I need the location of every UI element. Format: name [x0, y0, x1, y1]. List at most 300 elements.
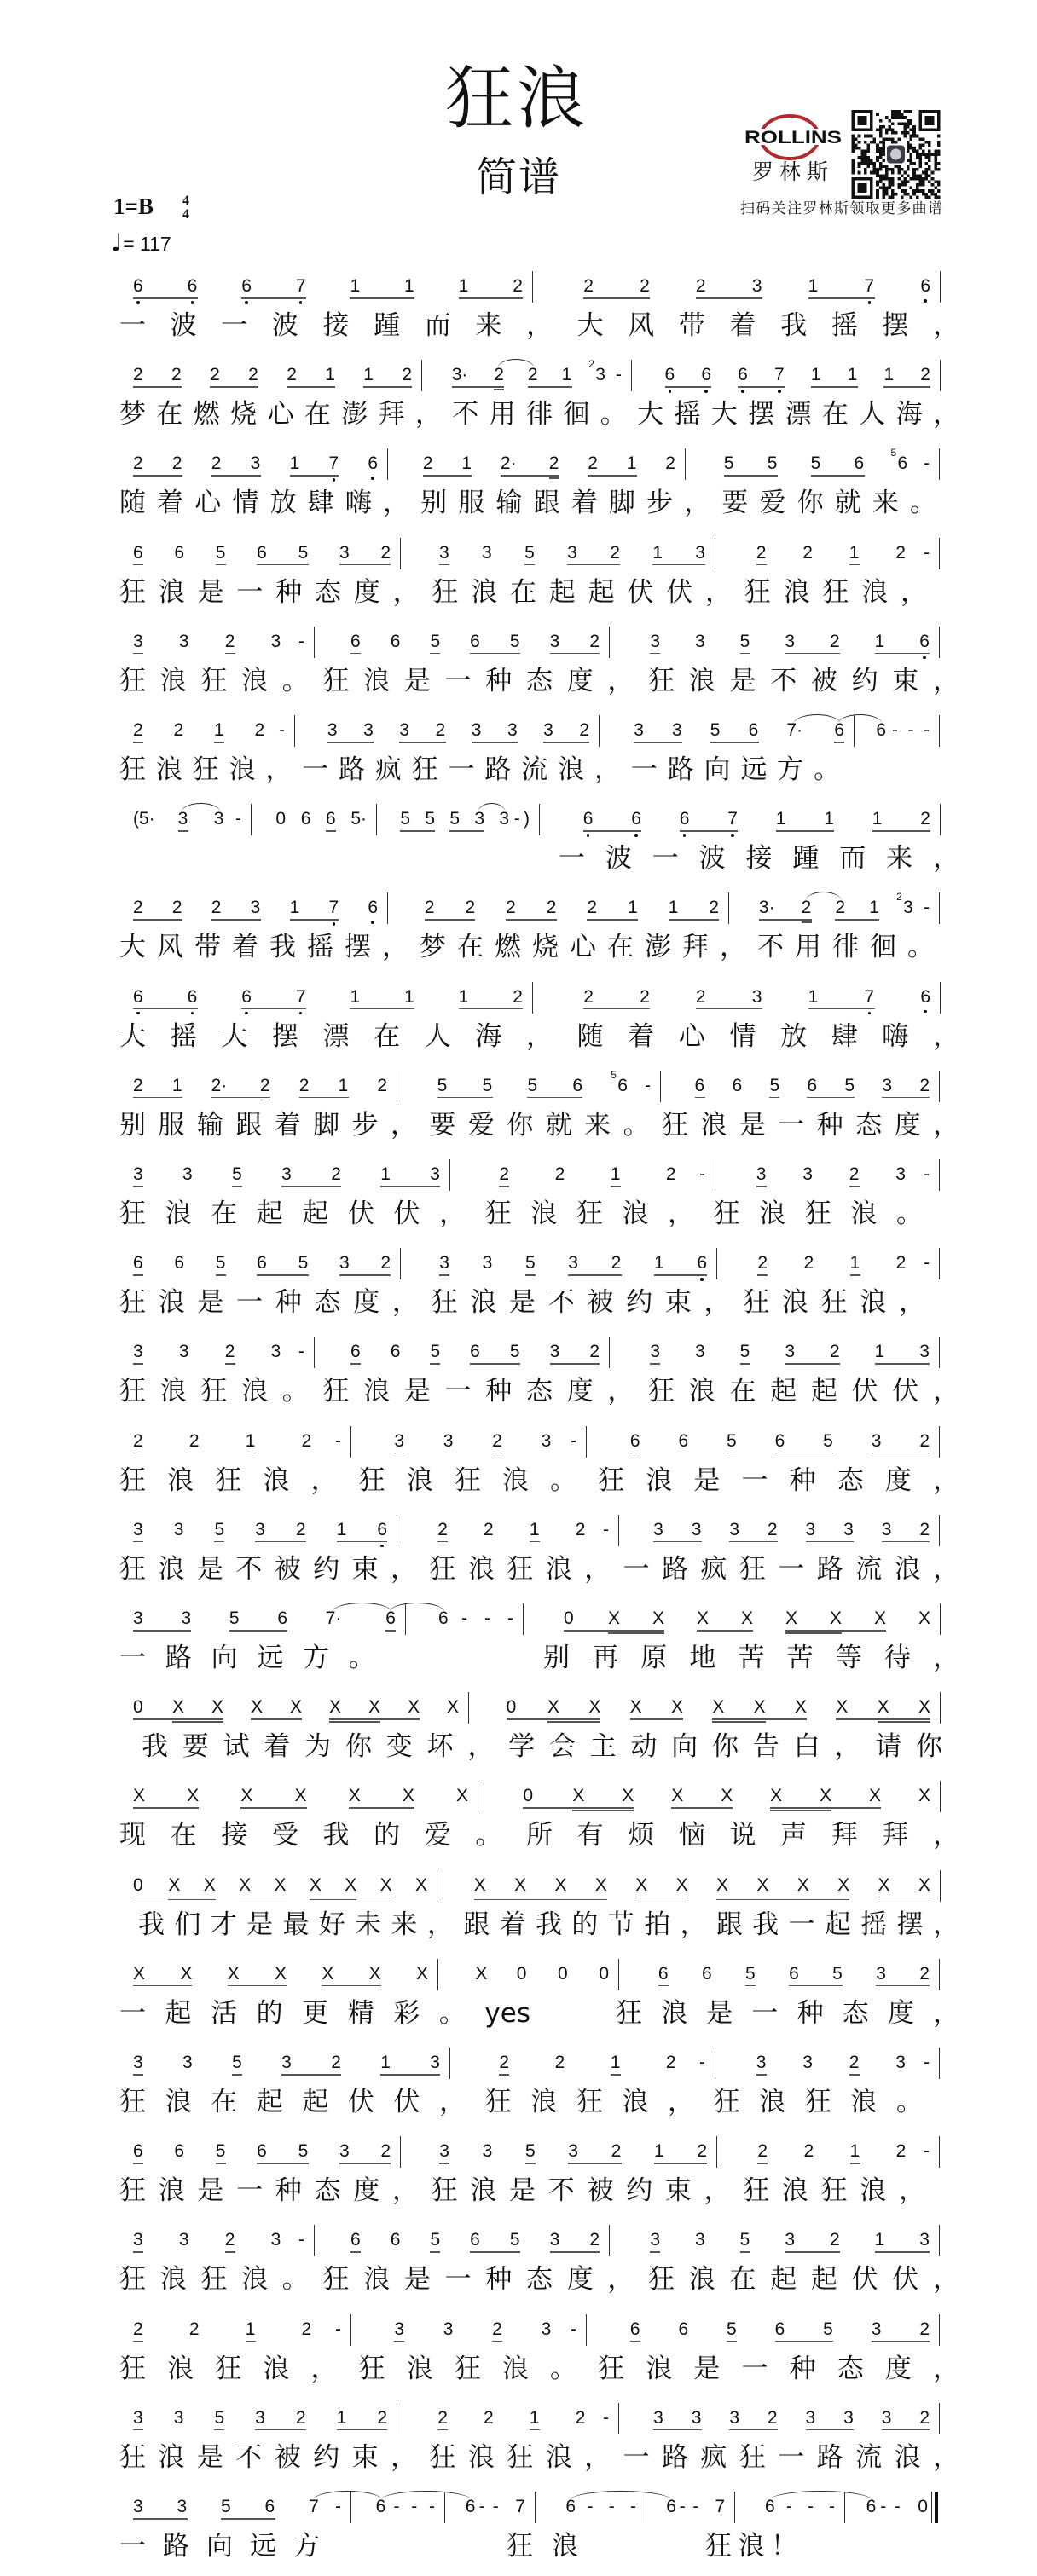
note-glyph: X	[294, 1786, 307, 1806]
low-octave-dot	[683, 834, 687, 837]
note	[439, 543, 482, 572]
note	[588, 2497, 609, 2526]
low-octave-dot	[778, 390, 781, 393]
notes-row	[130, 268, 941, 305]
underline	[178, 830, 188, 832]
underline	[216, 1274, 226, 1276]
underline	[133, 564, 143, 566]
underline	[696, 297, 762, 299]
low-octave-dot	[333, 478, 336, 482]
note-glyph: 6	[377, 1520, 387, 1540]
underline	[430, 2251, 440, 2253]
note-glyph: 2	[697, 2141, 707, 2162]
measure	[377, 800, 540, 838]
note-glyph: 2	[492, 1430, 502, 1451]
dash-extension: -	[461, 1609, 467, 1628]
note	[695, 1076, 733, 1105]
note	[514, 809, 530, 838]
note-glyph: 6	[807, 1075, 818, 1095]
note-glyph: 1	[849, 2141, 860, 2162]
score-system	[0, 1245, 1034, 1330]
note-glyph: 2	[248, 365, 258, 385]
underline	[299, 1097, 349, 1099]
underline	[608, 1632, 664, 1634]
note-glyph: 6	[658, 1963, 669, 1984]
note-glyph: 3	[785, 631, 795, 651]
note	[883, 365, 920, 394]
note	[394, 1431, 443, 1460]
underline	[350, 1008, 414, 1010]
note-glyph: X	[274, 1874, 287, 1895]
underline	[349, 1807, 414, 1809]
note-glyph: 2	[919, 1519, 930, 1539]
note-glyph: 3	[568, 2141, 578, 2162]
note	[172, 1076, 211, 1105]
note-glyph: 2	[583, 276, 594, 296]
note	[133, 365, 171, 394]
measure	[388, 889, 729, 927]
underline	[133, 1541, 143, 1543]
notes-row	[130, 1156, 940, 1193]
note	[823, 1431, 872, 1460]
lyrics-line: 一波一波接踵而来，	[559, 843, 959, 875]
lyrics-line: 随着心情放肆嗨，别服输跟着脚步，要爱你就来。	[119, 488, 936, 519]
note-glyph: 3	[394, 1430, 405, 1451]
note-glyph: X	[402, 1786, 414, 1806]
note	[133, 1076, 172, 1105]
measure	[450, 1156, 715, 1193]
note-glyph: 0	[133, 1874, 143, 1895]
underline	[738, 386, 785, 388]
note	[588, 453, 627, 482]
note-glyph: 2	[494, 365, 504, 385]
note	[133, 1253, 174, 1282]
note-glyph: 3	[650, 631, 661, 651]
underline	[439, 1274, 449, 1276]
note-glyph: 2	[695, 986, 706, 1007]
notes-row	[130, 623, 940, 661]
note-glyph: 2	[422, 453, 433, 474]
note	[635, 1875, 675, 1904]
note-glyph: 3	[871, 2319, 882, 2339]
note-glyph: 3	[133, 2407, 143, 2428]
note-glyph: 2	[465, 898, 476, 918]
underline	[872, 1453, 930, 1454]
note	[335, 2319, 341, 2348]
note	[380, 1164, 430, 1193]
note-glyph: 2	[767, 2407, 778, 2428]
underline	[588, 475, 637, 477]
underline	[564, 1630, 664, 1632]
note-glyph: X	[227, 1963, 240, 1984]
underline	[872, 830, 930, 832]
note	[924, 2053, 930, 2082]
underline	[494, 389, 504, 390]
dash-extension: - )	[513, 809, 530, 829]
note-glyph: X	[554, 1874, 567, 1895]
note	[665, 365, 702, 394]
note	[786, 720, 834, 749]
note-glyph: 3	[471, 720, 482, 740]
underline	[459, 1008, 523, 1010]
note-glyph: 5	[739, 631, 750, 651]
note-glyph: 7	[309, 2497, 319, 2516]
underline	[850, 1274, 860, 1276]
notes-row	[130, 1067, 940, 1105]
underline	[716, 1897, 849, 1898]
measure	[130, 2133, 401, 2170]
note-glyph: 1	[847, 365, 858, 385]
measure	[130, 2044, 450, 2082]
underline	[380, 1186, 440, 1187]
note	[325, 365, 363, 394]
note-glyph: 1	[338, 1075, 349, 1095]
note	[918, 1786, 930, 1815]
note-glyph: 6	[834, 720, 845, 740]
note	[589, 1342, 600, 1371]
note	[180, 1964, 227, 1993]
note-glyph: 3	[327, 720, 338, 740]
note	[721, 1786, 770, 1815]
low-octave-dot	[924, 299, 927, 303]
note	[654, 1253, 697, 1282]
note	[214, 720, 255, 749]
note-glyph: 3	[281, 1164, 292, 1184]
underline	[776, 830, 834, 832]
note-glyph: 5	[215, 1253, 226, 1274]
note-glyph: 2	[301, 1430, 312, 1451]
note-glyph: 2	[133, 453, 143, 474]
note-glyph: 2	[133, 365, 143, 385]
note-glyph: 2	[587, 898, 598, 918]
underline	[339, 564, 391, 566]
note-glyph: 3	[133, 631, 143, 651]
note-glyph: 6 5	[611, 1068, 628, 1095]
note	[368, 453, 378, 482]
note-glyph: 6	[631, 809, 641, 829]
note	[301, 2319, 335, 2348]
note-glyph: 5	[509, 2230, 520, 2250]
note	[627, 453, 666, 482]
note-glyph: 2	[188, 2319, 200, 2339]
note-glyph: 1	[363, 365, 374, 385]
note	[759, 898, 802, 927]
underline	[757, 1274, 768, 1276]
note-glyph: 7	[296, 276, 306, 297]
underline	[785, 1630, 886, 1632]
note	[133, 1520, 174, 1549]
note	[182, 2053, 232, 2082]
note-glyph: 3	[443, 2319, 454, 2339]
underline	[727, 1453, 737, 1454]
note	[350, 276, 404, 305]
note-glyph: 3	[802, 1164, 813, 1184]
note	[696, 987, 752, 1016]
score-system	[0, 1423, 1034, 1508]
measure	[469, 1689, 941, 1726]
note	[882, 2408, 920, 2437]
note	[133, 987, 188, 1016]
underline	[528, 386, 572, 388]
note	[380, 2141, 391, 2170]
underline	[241, 297, 306, 299]
note-glyph: X	[408, 1697, 420, 1718]
note	[328, 453, 368, 482]
lyrics-line: 狂浪狂浪。狂浪是一种态度，狂浪在起起伏伏，	[119, 1376, 959, 1407]
note-glyph: 6	[666, 2497, 676, 2516]
note	[492, 1431, 541, 1460]
note-glyph: 1	[561, 365, 572, 385]
note-glyph: 1	[874, 631, 885, 651]
note-glyph: X	[785, 1609, 798, 1628]
underline	[133, 2074, 143, 2076]
note-glyph: X	[918, 1609, 931, 1628]
note	[640, 276, 696, 305]
note	[919, 1342, 930, 1371]
note	[133, 2230, 179, 2259]
note-glyph: 3	[634, 720, 644, 740]
underline	[785, 1363, 840, 1365]
note	[225, 632, 271, 661]
note-glyph: 3	[270, 631, 281, 651]
note	[436, 720, 472, 749]
lyrics-line: 狂浪狂浪。狂浪是一种态度，狂浪是不被约束，	[119, 665, 959, 696]
note-glyph: 6	[326, 809, 336, 829]
note-glyph: 6	[368, 898, 378, 918]
underline	[133, 1985, 192, 1987]
measure	[295, 712, 600, 749]
note-glyph: 2	[920, 365, 930, 385]
note-glyph: 3	[133, 1519, 143, 1539]
note	[803, 2141, 849, 2170]
note-glyph: 3	[567, 542, 577, 563]
underline	[729, 2429, 778, 2431]
measure	[130, 1867, 437, 1904]
note	[547, 898, 588, 927]
note-glyph: 2	[548, 453, 559, 474]
underline	[211, 919, 261, 921]
note-glyph: 5	[482, 1075, 493, 1095]
note	[583, 276, 640, 305]
measure	[388, 445, 686, 482]
note-glyph: 2	[224, 631, 235, 651]
score-system	[0, 1156, 1034, 1241]
underline	[290, 919, 339, 921]
note	[275, 1875, 310, 1904]
note	[692, 2497, 715, 2526]
dash-extension: -	[924, 542, 930, 563]
note-glyph: X	[770, 1786, 783, 1806]
note	[850, 1253, 896, 1282]
note-glyph: 3	[133, 1609, 143, 1628]
note-glyph: 3	[430, 1164, 440, 1184]
note	[757, 2141, 803, 2170]
note	[525, 2141, 568, 2170]
score-system	[0, 1511, 1034, 1597]
note-glyph: 2	[895, 1253, 907, 1274]
note-glyph: 3	[443, 1430, 454, 1451]
note-glyph: 7	[865, 276, 875, 297]
low-octave-dot	[136, 301, 140, 304]
note	[678, 1431, 727, 1460]
measure	[130, 1423, 351, 1460]
grace-note: 5	[611, 1068, 617, 1081]
note-glyph: 2	[133, 1075, 143, 1095]
notes-row	[130, 800, 941, 838]
dash-extension: -	[507, 1609, 513, 1628]
note-glyph: X	[918, 1697, 930, 1718]
underline	[257, 1274, 309, 1276]
quarter-note-icon: ♩	[111, 228, 123, 257]
dash-extension: -	[298, 1342, 304, 1362]
underline	[835, 919, 879, 921]
note-glyph: 3	[173, 2407, 184, 2428]
note-glyph: 2	[919, 1430, 930, 1451]
note-glyph: 7	[715, 2497, 726, 2516]
note-glyph: 1	[653, 2141, 664, 2162]
underline	[439, 564, 449, 566]
underline	[133, 653, 143, 655]
note	[524, 543, 567, 572]
note-glyph: 2	[589, 631, 600, 651]
note	[331, 1164, 380, 1193]
note-glyph: 2	[757, 2141, 768, 2162]
notes-row	[130, 2221, 940, 2259]
note-glyph: 2	[224, 2230, 235, 2250]
note-glyph: 0	[133, 1697, 143, 1718]
note-glyph: X	[572, 1786, 585, 1806]
note	[650, 2230, 695, 2259]
note	[878, 1875, 918, 1904]
dash-extension: -	[808, 2497, 814, 2516]
measure	[587, 1423, 940, 1460]
note	[785, 632, 830, 661]
note	[630, 1697, 671, 1726]
note	[918, 2497, 928, 2526]
underline	[133, 1897, 216, 1898]
note	[710, 720, 749, 749]
underline	[507, 1718, 600, 1720]
note-glyph: 5	[823, 2319, 833, 2339]
measure	[619, 1955, 940, 1993]
dash-extension: -	[692, 2497, 699, 2516]
dash-extension: -	[235, 809, 241, 829]
note	[452, 365, 495, 394]
underline	[499, 2074, 509, 2076]
note-glyph: 3	[729, 1519, 739, 1539]
note	[281, 1164, 331, 1193]
note	[483, 2141, 525, 2170]
note-glyph: 3	[541, 2319, 552, 2339]
lyrics-line: 现在接受我的爱。所有烦恼说声拜拜，	[119, 1820, 959, 1851]
note-glyph: X	[251, 1697, 264, 1718]
note	[695, 632, 740, 661]
note-glyph: 3	[439, 2141, 449, 2162]
note-glyph: X	[187, 1786, 200, 1806]
underline	[214, 1541, 224, 1543]
note	[232, 1164, 281, 1193]
note-glyph: 2	[133, 720, 143, 740]
note-glyph: X	[697, 1609, 710, 1628]
note	[724, 453, 768, 482]
note-glyph: 3	[499, 809, 510, 829]
underline	[133, 1363, 143, 1365]
lyrics-line: 狂浪狂浪。狂浪是一种态度，狂浪在起起伏伏，	[119, 2264, 959, 2296]
note	[363, 720, 399, 749]
note	[834, 720, 844, 749]
note-glyph: 0	[599, 1963, 609, 1984]
underline	[530, 2429, 540, 2431]
measure	[401, 1245, 717, 1282]
note-glyph: 2	[295, 2407, 306, 2428]
note	[666, 2053, 699, 2082]
underline	[849, 1186, 860, 1187]
underline	[550, 1363, 600, 1365]
measure	[130, 1156, 450, 1193]
note	[896, 1253, 924, 1282]
note-glyph: 5	[823, 1430, 833, 1451]
note	[924, 453, 930, 482]
score-system	[0, 623, 1034, 708]
underline	[849, 564, 860, 566]
underline	[696, 1008, 762, 1010]
note	[650, 632, 695, 661]
note-glyph: 3	[751, 986, 762, 1007]
note	[808, 276, 865, 305]
measure	[587, 2311, 940, 2348]
note	[430, 1164, 440, 1193]
underline	[807, 1097, 855, 1099]
note	[179, 632, 225, 661]
underline	[228, 1985, 287, 1987]
dash-extension: -	[924, 453, 930, 474]
note	[865, 276, 921, 305]
notes-row	[130, 356, 941, 394]
note-glyph: X	[797, 1874, 809, 1895]
note-glyph: 6	[919, 632, 930, 652]
note	[583, 809, 632, 838]
measure	[130, 1955, 438, 1993]
note-glyph: 6	[748, 720, 759, 740]
underline	[806, 1541, 854, 1543]
measure	[438, 1955, 619, 1993]
note-glyph: 3·	[451, 365, 468, 385]
note	[919, 2319, 930, 2348]
note	[296, 987, 350, 1016]
note	[174, 2408, 215, 2437]
note	[692, 2408, 730, 2437]
note	[823, 2319, 872, 2348]
note	[380, 2053, 430, 2082]
underline	[875, 2251, 930, 2253]
note-glyph: 5	[524, 2141, 536, 2162]
underline	[211, 475, 261, 477]
note-glyph: 2	[919, 1075, 930, 1095]
note-glyph: 2	[171, 453, 182, 474]
lyrics-line: 一路向远方	[119, 2531, 320, 2562]
note	[328, 898, 368, 927]
note	[133, 2053, 182, 2082]
note	[701, 365, 738, 394]
note	[740, 1342, 785, 1371]
note-glyph: X	[133, 1786, 146, 1806]
note-glyph: X	[716, 1874, 729, 1895]
note-glyph: X	[820, 1786, 832, 1806]
note	[298, 2230, 304, 2259]
measure	[130, 2311, 351, 2348]
measure	[315, 623, 610, 661]
underline	[239, 1897, 287, 1898]
